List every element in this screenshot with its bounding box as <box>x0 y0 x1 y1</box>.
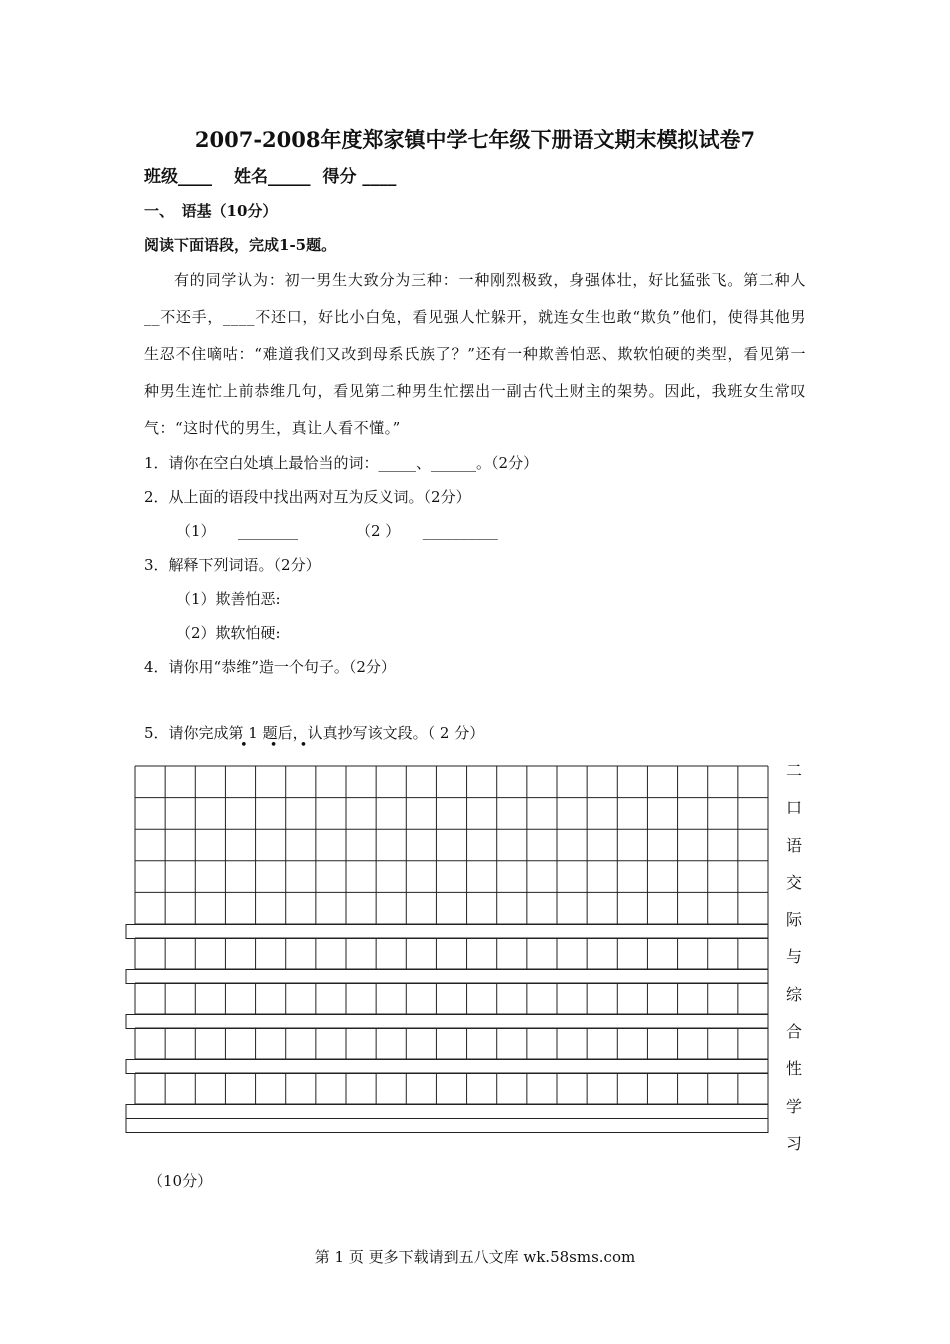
vertical-char: 口 <box>785 798 802 818</box>
question-2-blank-2: （2 ） __________ <box>356 522 498 540</box>
vertical-char: 语 <box>785 835 802 855</box>
class-field: 班级____ <box>144 167 212 187</box>
question-2-blank-1: （1） ________ <box>176 522 299 540</box>
page-footer: 第 1 页 更多下载请到五八文库 wk.58sms.com <box>314 1248 636 1266</box>
grid-separator <box>126 1119 768 1133</box>
section-2-vertical-heading <box>784 758 804 1168</box>
vertical-char: 二 <box>785 761 802 780</box>
grid-separator <box>126 1015 768 1029</box>
vertical-char: 际 <box>785 910 802 930</box>
grid-separator <box>126 970 768 984</box>
question-3-item-2: （2）欺软怕硬: <box>176 624 281 642</box>
grid-separator <box>126 1105 768 1119</box>
question-1: 1．请你在空白处填上最恰当的词：_____、______。（2分） <box>144 454 539 472</box>
vertical-char: 习 <box>785 1133 802 1153</box>
score-field: 得分 ____ <box>322 167 397 187</box>
question-5: 5．请你完成第 1 题后，认真抄写该文段。（ 2 分） <box>144 724 485 742</box>
section-2-score: （10分） <box>148 1172 213 1190</box>
section-heading: 一、 语基（10分） <box>144 202 278 220</box>
grid-separator <box>126 1060 768 1074</box>
emphasis-dots: • • • <box>240 738 317 753</box>
vertical-char: 学 <box>785 1096 802 1116</box>
vertical-char: 合 <box>785 1022 802 1042</box>
question-4: 4．请你用“恭维”造一个句子。（2分） <box>144 658 396 676</box>
question-2: 2．从上面的语段中找出两对互为反义词。（2分） <box>144 488 471 506</box>
name-field: 姓名_____ <box>234 167 311 187</box>
question-3: 3．解释下列词语。（2分） <box>144 556 321 574</box>
reading-instruction: 阅读下面语段，完成1-5题。 <box>144 236 337 254</box>
question-3-item-1: （1）欺善怕恶: <box>176 590 281 608</box>
passage-text: 有的同学认为：初一男生大致分为三种：一种刚烈极致，身强体壮，好比猛张飞。第二种人__不还手，____不还口，好比小白兔，看见强人忙躲开，就连女生也敢“欺负”他们，使得其他男生忍不住嘀咕：“难道我们又改到母系氏族了？”还有一种欺善怕恶、欺软怕硬的类型，看见第一种男生连忙上前恭维几句，看见第二种男生忙摆出一副古代土财主的架势。因此，我班女生常叹气：“这时代的男生，真让人看不懂。” <box>144 271 806 437</box>
vertical-char: 交 <box>785 872 802 892</box>
vertical-char: 与 <box>785 947 802 967</box>
vertical-char: 性 <box>785 1059 802 1079</box>
grid-separator <box>126 925 768 939</box>
exam-title: 2007-2008年度郑家镇中学七年级下册语文期末模拟试卷7 <box>194 127 756 152</box>
vertical-char: 综 <box>785 984 802 1004</box>
